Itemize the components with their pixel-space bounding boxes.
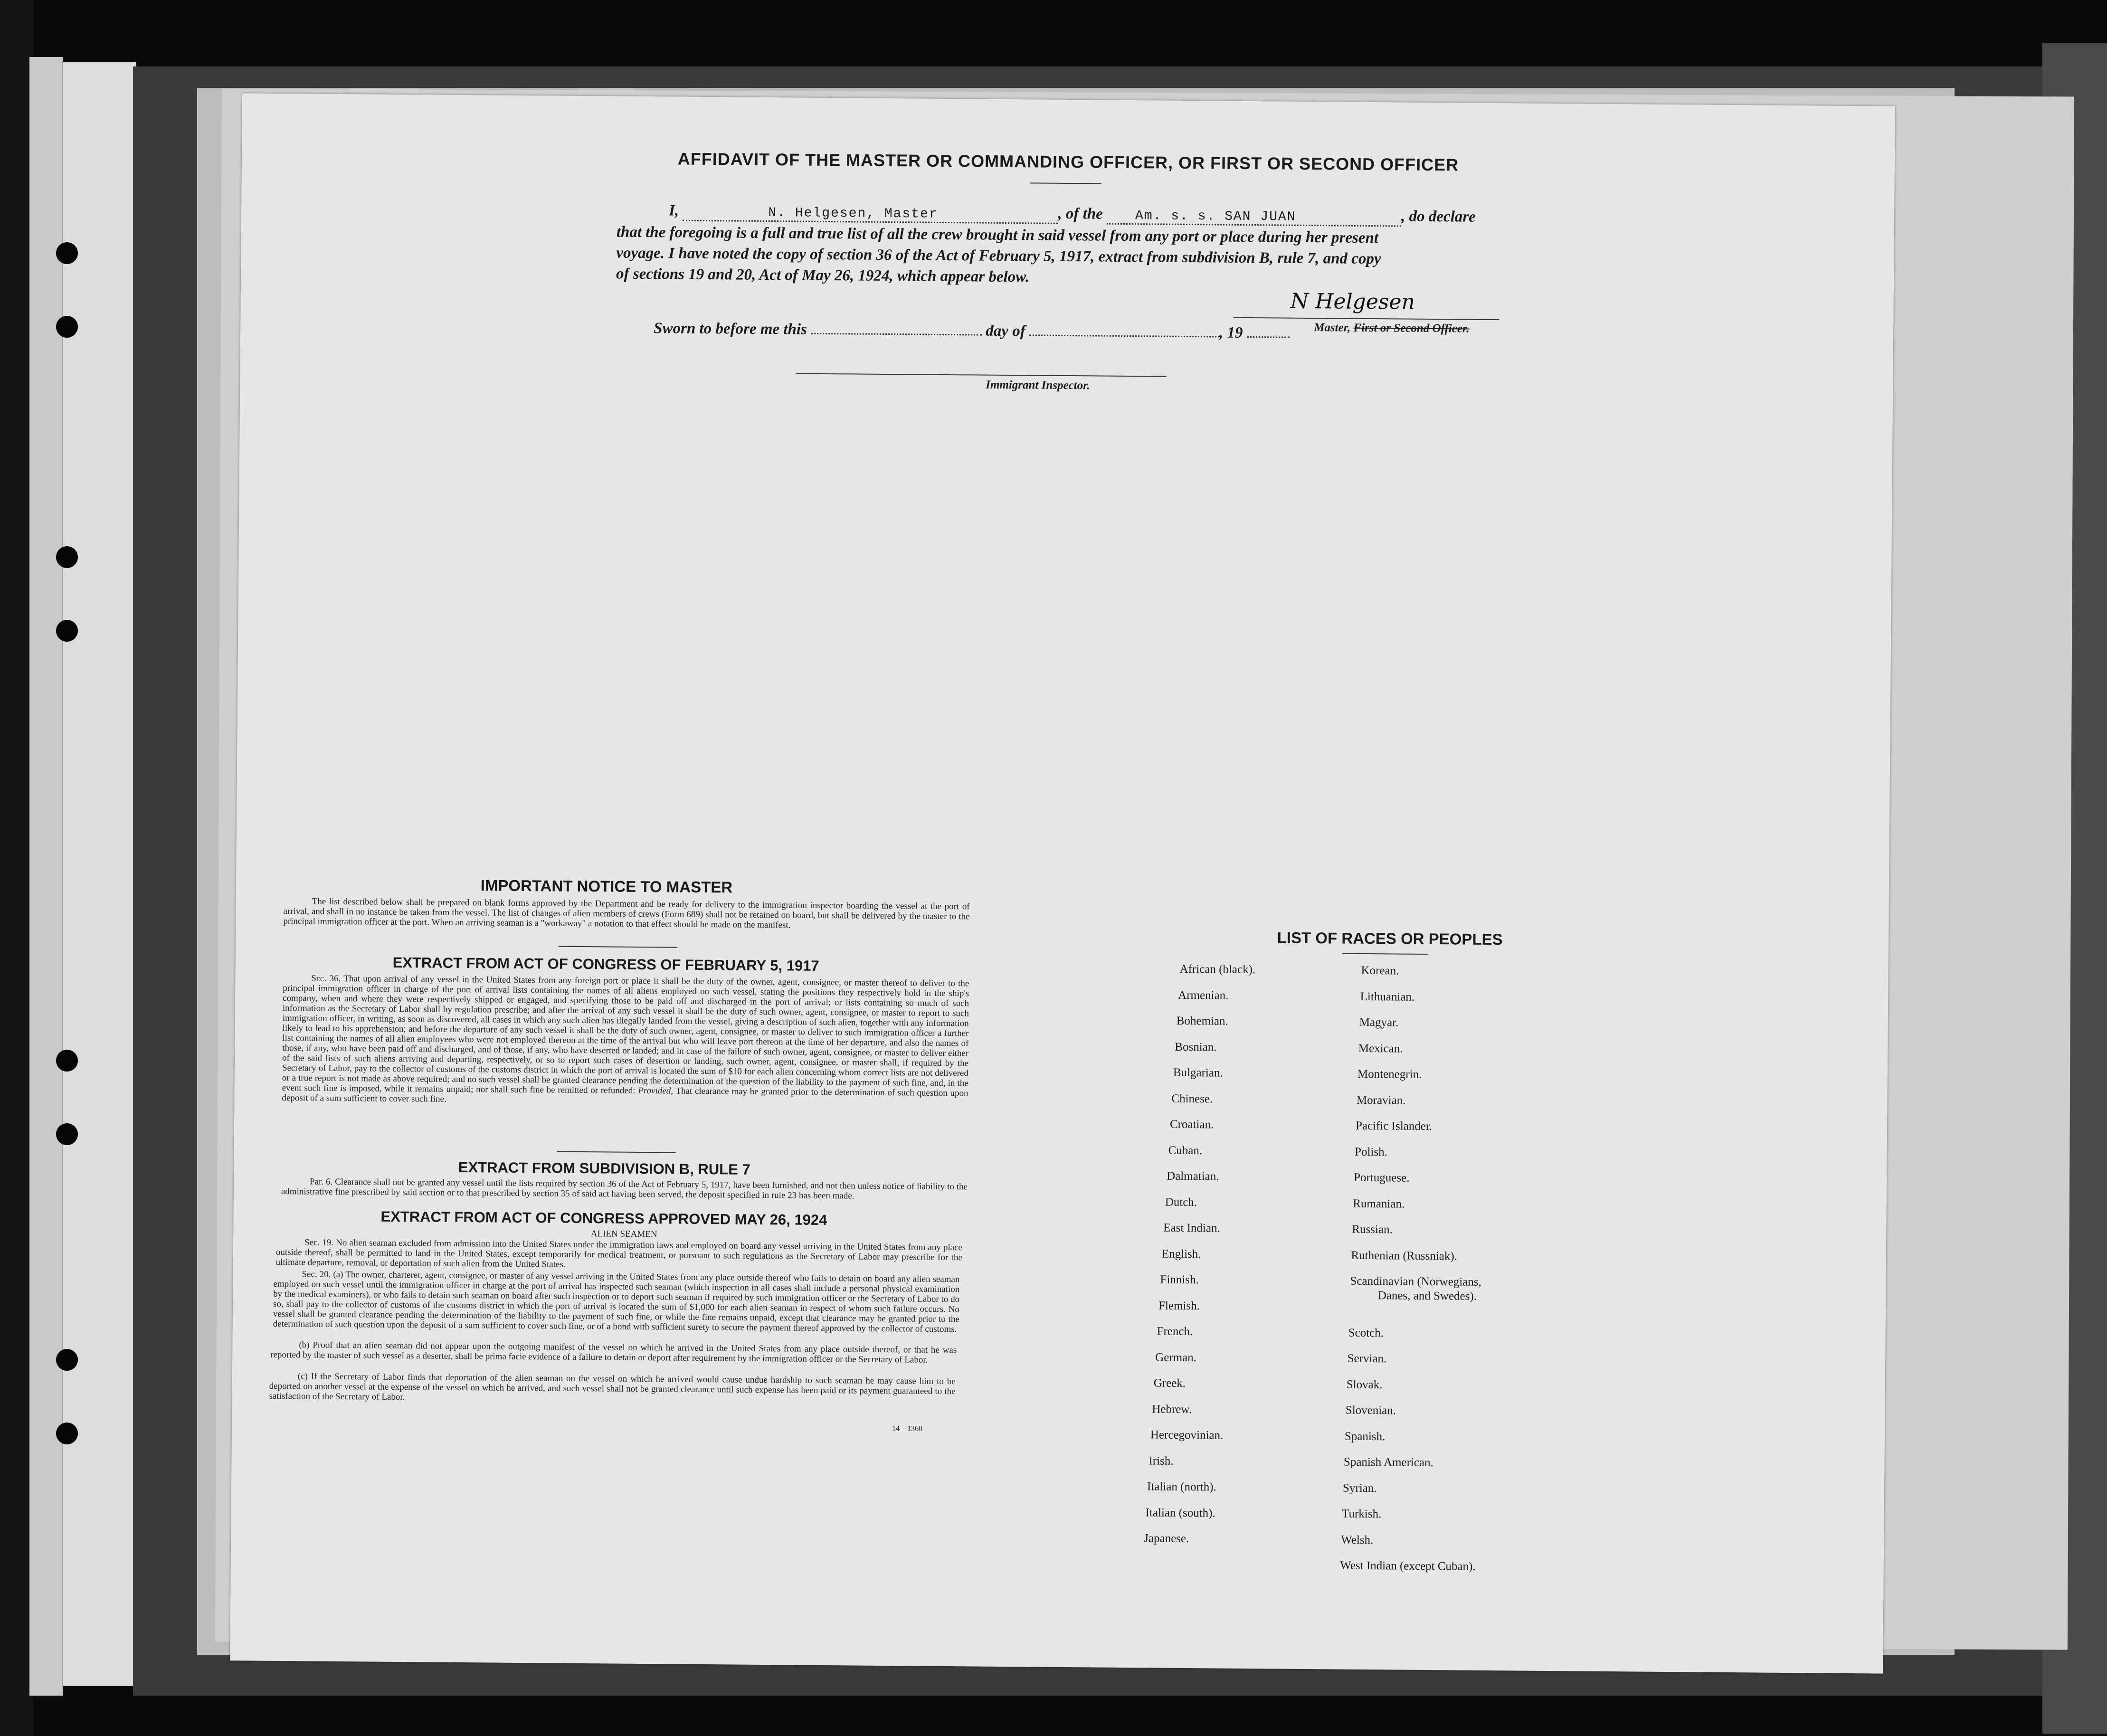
extract2-title: EXTRACT FROM SUBDIVISION B, RULE 7 — [458, 1158, 750, 1178]
punch-hole — [56, 1423, 78, 1444]
extract1-title: EXTRACT FROM ACT OF CONGRESS OF FEBRUARY 5, 1917 — [392, 954, 819, 974]
vessel-value: Am. s. s. SAN JUAN — [1135, 209, 1296, 225]
master-signature: N Helgesen — [1290, 289, 1415, 314]
race-item: Greek. — [1153, 1376, 1186, 1390]
race-item: Mexican. — [1358, 1042, 1403, 1055]
race-item: Finnish. — [1160, 1273, 1199, 1287]
race-item: Bosnian. — [1175, 1040, 1217, 1054]
extract1-body: That upon arrival of any vessel in the United States from any foreign port or place it shall be the duty of the owner, agent, consignee, or master thereof to deliver to the principal immigration officer in charge of the port of arrival lists containing the names of all aliens employed on such vessel, stating the positions they respectively hold in the ship's company, when and where they were respectively shipped or engaged, and specifying those to be paid off and discharged in the port of arrival; or lists containing so much of such information as the Secretary of Labor shall by regulation prescribe; and after the arrival of any such vessel it shall be the duty of such owner, agent, consignee, or master to report to such immigration officer, in writing, as soon as discovered, all cases in which any such alien has illegally landed from the vessel, giving a description of such alien, together with any information likely to lead to his apprehension; and before the departure of any such vessel it shall be the duty of such owner, agent, consignee, or master to deliver to such immigration officer a further list containing the names of all alien employees who were not employed thereon at the time of the arrival but who will leave port thereon at the time of her departure, and also the names of those, if any, who have been paid off and discharged, and of those, if any, who have deserted or landed; and in case of the failure of such owner, agent, consignee, or master to deliver either of the said lists of such aliens arriving and departing, respectively, or so to report such cases of desertion or landing, such owner, agent, consignee, or master shall, if required by the Secretary of Labor, pay to the collector of customs of the customs district in which the port of arrival is located the sum of $10 for each alien concerning whom correct lists are not delivered or a true report is not made as above required; and no such vessel shall be granted clearance pending the determination of the question of the liability to the payment of such fine, and, in the event such fine is imposed, while it remains unpaid; nor shall such fine be remitted or refunded: — [282, 974, 969, 1096]
race-item: English. — [1161, 1247, 1201, 1261]
extract3-title: EXTRACT FROM ACT OF CONGRESS APPROVED MAY 26, 1924 — [380, 1208, 827, 1229]
race-item: Spanish American. — [1343, 1455, 1433, 1470]
race-item: Rumanian. — [1353, 1197, 1405, 1211]
affidavit-line-1 — [669, 202, 1476, 227]
of-the-label: , of the — [1058, 205, 1103, 223]
race-item: Moravian. — [1356, 1093, 1406, 1107]
race-item: Montenegrin. — [1357, 1067, 1422, 1081]
struck-officer-label: First or Second Officer. — [1353, 321, 1470, 335]
punch-hole — [56, 316, 78, 338]
extract1-proviso: Provided, — [638, 1085, 674, 1096]
race-item: Italian (south). — [1145, 1506, 1215, 1520]
sworn-month-field — [1029, 334, 1219, 337]
race-item: Bohemian. — [1176, 1014, 1228, 1028]
race-item: Italian (north). — [1147, 1480, 1216, 1494]
race-item: Croatian. — [1169, 1118, 1214, 1131]
extract3-subtitle: ALIEN SEAMEN — [590, 1229, 657, 1240]
race-item: Flemish. — [1158, 1299, 1200, 1312]
races-title: LIST OF RACES OR PEOPLES — [1277, 929, 1503, 949]
manifest-page — [230, 93, 1895, 1673]
races-column-2 — [1338, 964, 1627, 1584]
race-item: Russian. — [1352, 1223, 1393, 1236]
sworn-day-field — [811, 333, 982, 336]
extract3-sec19: Sec. 19. No alien seaman excluded from admission into the United States under the immigration laws and employed on board any vessel arriving in the United States from any place outside thereof, shall be permitted to land in the United States, except temporarily for medical treatment, or pursuant to such regulations as the Secretary of Labor may prescribe for the ultimate departure, removal, or deportation of such alien from the United States. — [275, 1237, 963, 1270]
race-item: Cuban. — [1168, 1144, 1203, 1157]
day-of-label: day of — [986, 322, 1025, 340]
extract3-sec20a: Sec. 20. (a) The owner, charterer, agent, consignee, or master of any vessel arriving in the United States from any place outside thereof who fails to detain on board any alien seaman employed on such vessel until the immigration officer in charge at the port of arrival has inspected such seaman (which inspection in all cases shall include a personal physical examination by the medical examiners), or who fails to detain such seaman on board after such inspection or to deport such seaman if required by such immigration officer or the Secretary of Labor to do so, shall pay to the collector of customs of the customs district in which the port of arrival is located the sum of $1,000 for each alien seaman in respect of whom such failure occurs. No vessel shall be granted clearance pending the determination of the liability to the payment of such fine, or while the fine remains unpaid, except that clearance may be granted prior to the determination of such question upon the deposit of a sum sufficient to cover such fine, or of a bond with sufficient surety to secure the payment thereof approved by the collector of customs. — [273, 1269, 960, 1335]
notice-rule — [559, 946, 677, 948]
punch-hole — [56, 242, 78, 264]
race-item: German. — [1155, 1351, 1197, 1364]
race-item: Bulgarian. — [1173, 1066, 1223, 1080]
race-item: Scotch. — [1348, 1326, 1384, 1339]
race-item: French. — [1157, 1325, 1193, 1338]
races-rule — [1342, 953, 1428, 955]
signature-line — [1233, 317, 1499, 320]
race-item: Chinese. — [1171, 1092, 1213, 1105]
affidavit-title: AFFIDAVIT OF THE MASTER OR COMMANDING OFFICER, OR FIRST OR SECOND OFFICER — [677, 149, 1459, 175]
extract3-sec20b: (b) Proof that an alien seaman did not appear upon the outgoing manifest of the vessel on which he arrived in the United States from any place outside thereof, or that he was reported by the master of such vessel as a deserter, shall be prima facie evidence of a failure to detain or deport after requirement by the immigration officer or the Secretary of Labor. — [270, 1340, 957, 1365]
race-item: Lithuanian. — [1360, 990, 1415, 1004]
notice-title: IMPORTANT NOTICE TO MASTER — [480, 876, 733, 896]
extract1-rule — [557, 1151, 676, 1153]
race-item: Spanish. — [1344, 1430, 1386, 1443]
extract1-section: Sec. 36. — [311, 973, 341, 984]
extract3-sec20c: (c) If the Secretary of Labor finds that deportation of the alien seaman on the vessel on which he arrived would cause undue hardship to such seaman he may cause him to be deported on another vessel at the expense of the vessel on which he arrived, and such vessel shall not be granted clearance until such expense has been paid or its payment guaranteed to the satisfaction of the Secretary of Labor. — [269, 1371, 956, 1403]
sworn-year-field — [1247, 336, 1290, 338]
race-item: Japanese. — [1144, 1532, 1189, 1546]
affidavit-line-3: voyage. I have noted the copy of section 36 of the Act of February 5, 1917, extract from subdivision B, rule 7, and copy — [616, 244, 1381, 268]
inspector-line — [796, 373, 1166, 377]
master-name-value: N. Helgesen, Master — [768, 206, 938, 222]
extract1-end: That clearance may be granted prior to the determination of such question upon deposit of a sum sufficient to cover such fine. — [282, 1086, 968, 1104]
race-item: Hercegovinian. — [1150, 1428, 1224, 1442]
race-item: Korean. — [1361, 964, 1399, 977]
race-item: Ruthenian (Russniak). — [1351, 1249, 1458, 1262]
punch-hole — [56, 620, 78, 642]
scanner-background — [0, 0, 33, 1736]
notice-text: The list described below shall be prepared on blank forms approved by the Department and be ready for delivery to the immigration inspector boarding the vessel at the port of arrival, and shall in no instance be taken from the vessel. The list of changes of alien members of crews (Form 689) shall not be retained on board, but shall be delivered by the master to the principal immigration officer at the port. When an arriving seaman is a "workaway" a notation to that effect should be made on the manifest. — [283, 896, 970, 930]
vessel-field — [1107, 206, 1401, 227]
race-item: Slovak. — [1346, 1378, 1383, 1391]
race-item: Servian. — [1347, 1352, 1387, 1366]
race-item: Polish. — [1355, 1145, 1388, 1158]
race-item: African (black). — [1179, 962, 1256, 977]
extract1-text — [282, 973, 969, 1108]
sworn-line — [654, 320, 1290, 342]
race-item: Dalmatian. — [1167, 1169, 1219, 1183]
race-item: Armenian. — [1178, 988, 1229, 1002]
race-item: Pacific Islander. — [1355, 1119, 1433, 1133]
race-item: West Indian (except Cuban). — [1340, 1559, 1476, 1573]
punch-hole — [56, 546, 78, 568]
ruled-sheet-edge — [29, 57, 63, 1696]
race-item: Hebrew. — [1152, 1402, 1192, 1416]
year-label: , 19 — [1219, 324, 1243, 342]
punch-hole — [56, 1349, 78, 1371]
do-declare-label: , do declare — [1401, 208, 1476, 226]
extract2-text: Par. 6. Clearance shall not be granted any vessel until the lists required by section 36 of the Act of February 5, 1917, have been furnished, and not then unless notice of liability to the administrative fine prescribed by said section or to that prescribed by section 35 of said act having been served, the deposit specified in rule 23 has been made. — [281, 1176, 968, 1201]
race-item: Irish. — [1148, 1454, 1174, 1468]
inspector-label: Immigrant Inspector. — [986, 378, 1090, 392]
signature-caption — [1314, 321, 1470, 336]
race-item: Turkish. — [1342, 1507, 1382, 1521]
master-label: Master, — [1314, 321, 1351, 334]
race-item: Welsh. — [1341, 1533, 1374, 1546]
race-item: Slovenian. — [1345, 1404, 1396, 1417]
form-number: 14—1360 — [892, 1424, 923, 1433]
race-item: Danes, and Swedes). — [1377, 1289, 1477, 1303]
master-name-field — [683, 202, 1058, 224]
race-item: Syrian. — [1342, 1481, 1377, 1495]
sworn-label: Sworn to before me this — [654, 320, 807, 338]
affidavit-line-2: that the foregoing is a full and true list of all the crew brought in said vessel from any port or place during her present — [616, 223, 1379, 247]
race-item: East Indian. — [1163, 1221, 1220, 1235]
race-item: Portuguese. — [1354, 1171, 1410, 1185]
punch-hole — [56, 1050, 78, 1072]
race-item: Magyar. — [1359, 1015, 1399, 1029]
title-rule — [1030, 182, 1101, 184]
punch-hole — [56, 1123, 78, 1145]
affidavit-line-4: of sections 19 and 20, Act of May 26, 1924, which appear below. — [616, 265, 1030, 286]
i-label: I, — [668, 202, 679, 219]
race-item: Dutch. — [1165, 1195, 1197, 1209]
race-item: Scandinavian (Norwegians, — [1350, 1274, 1481, 1289]
